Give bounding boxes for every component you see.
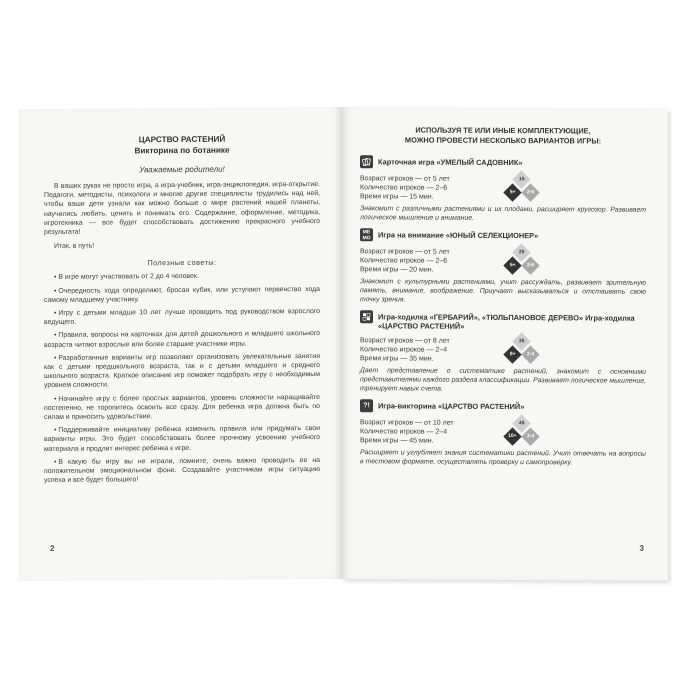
game-body xyxy=(360,245,646,276)
time-badge: 45 xyxy=(512,414,530,432)
tip-item xyxy=(44,424,320,454)
left-page xyxy=(18,107,342,581)
game-time: Время игры — 20 мин. xyxy=(360,265,434,274)
bullet-icon: • xyxy=(54,354,57,362)
bullet-icon: • xyxy=(54,427,57,435)
time-badge: 20 xyxy=(512,243,530,261)
quiz-icon: ?! xyxy=(360,399,373,412)
game-title: Игра-викторина «ЦАРСТВО РАСТЕНИЙ» xyxy=(378,401,525,412)
game-players: Количество игроков — 2–6 xyxy=(360,183,448,192)
bullet-icon: • xyxy=(54,332,57,340)
age-badge: 10+ xyxy=(503,427,521,445)
bullet-icon: • xyxy=(54,395,57,403)
game-age: Возраст игроков — от 5 лет xyxy=(360,174,450,183)
game-params xyxy=(360,336,500,364)
tip-item xyxy=(44,352,320,391)
heading-line-1: ИСПОЛЬЗУЯ ТЕ ИЛИ ИНЫЕ КОМПЛЕКТУЮЩИЕ, xyxy=(415,125,591,136)
left-page-title xyxy=(44,133,320,157)
time-badge: 15 xyxy=(512,170,530,188)
game-params xyxy=(360,418,500,446)
page-number: 2 xyxy=(50,543,55,553)
game-description: Знакомит с культурными растениями, учит рассуждать, развивает зрительную память, внимание, воображение. Приучает высказываться и отстаивать свою точку зрения. xyxy=(360,278,646,304)
tip-item xyxy=(44,271,320,282)
game-params xyxy=(360,174,500,202)
game-badges xyxy=(500,417,544,447)
title-line-1: ЦАРСТВО РАСТЕНИЙ xyxy=(138,134,226,145)
game-entry xyxy=(360,399,646,467)
tip-text: Поддерживайте инициативу ребенка изменить правила или придумать свои варианты игры. Это будет способствовать более прочному усвоению учебного материала и продлит интерес ребенка к игре. xyxy=(44,425,320,453)
page-number: 3 xyxy=(639,543,644,553)
bullet-icon: • xyxy=(54,458,57,466)
right-page xyxy=(342,107,668,581)
game-entry xyxy=(360,310,646,394)
intro-paragraph: Итак, в путь! xyxy=(54,242,95,251)
tip-item xyxy=(44,393,320,423)
tip-item xyxy=(44,307,320,327)
game-header xyxy=(360,155,646,169)
tip-item xyxy=(44,285,320,305)
intro-paragraph: В ваших руках не просто игра, а игра-учебник, игра-энциклопедия, игра-открытие. Педагоги, методисты, психологи и многие другие специалисты трудились над ней, чтобы ваши дети узнали как можно больше о мире растений нашей планеты, научились любить, ценить и понимать его. Содержание, оформление, методика, игротехника — все будет способствовать достижению прекрасного учебного результата! xyxy=(44,181,320,236)
cards-icon xyxy=(360,155,373,168)
game-time: Время игры — 35 мин. xyxy=(360,354,434,363)
tip-text: Правила, вопросы на карточках для детей дошкольного и младшего школьного возраста читают взрослые или более старшие участники игры. xyxy=(44,330,320,349)
tip-text: Разработанные варианты игр позволяют организовать увлекательные занятия как с детьми предшкольного возраста, так и с детьми младшего и среднего школьного возраста. Краткое описание игр поможет подобрать игру с необходимым уровнем сложности. xyxy=(44,352,320,390)
tip-item xyxy=(44,456,320,486)
game-players: Количество игроков — 2–4 xyxy=(360,427,448,436)
memo-icon: МЕ МО xyxy=(360,228,373,241)
game-description: Дает представление о систематике растений, знакомит с основными представителями каждого раздела классификации. Развивает логическое мышление, тренирует навык счета. xyxy=(360,367,646,393)
bullet-icon: • xyxy=(54,274,57,282)
tip-text: Начинайте игру с более простых вариантов, уровень сложности наращивайте постепенно, не торопитесь освоить все сразу. Для ребенка игра должна быть по силам и приносить удовольствие. xyxy=(44,393,320,422)
game-entry xyxy=(360,155,646,223)
game-age: Возраст игроков — от 8 лет xyxy=(360,336,450,345)
bullet-icon: • xyxy=(54,287,57,295)
title-line-2: Викторина по ботанике xyxy=(134,145,230,156)
heading-line-2: МОЖНО ПРОВЕСТИ НЕСКОЛЬКО ВАРИАНТОВ ИГРЫ: xyxy=(404,135,602,146)
tip-text: Очередность хода определяют, бросая кубик, или уступают первенство хода самому младшему участнику. xyxy=(44,285,320,304)
game-badges xyxy=(500,335,544,365)
tip-text: В какую бы игру вы не играли, помните, очень важно проводить ее на положительном эмоциональном фоне. Создавайте участникам игры ситуацию успеха и все будет большего! xyxy=(44,456,320,485)
booklet-spread xyxy=(18,108,668,580)
game-header xyxy=(360,228,646,242)
game-header xyxy=(360,310,646,331)
game-players: Количество игроков — 2–6 xyxy=(360,256,448,265)
game-time: Время игры — 15 мин. xyxy=(360,192,434,201)
game-time: Время игры — 45 мин. xyxy=(360,436,434,445)
game-age: Возраст игроков — от 5 лет xyxy=(360,247,450,256)
age-badge: 5+ xyxy=(503,183,521,201)
game-age: Возраст игроков — от 10 лет xyxy=(360,418,454,427)
game-title: Игра-ходилка «ГЕРБАРИЙ», «ТЮЛЬПАНОВОЕ ДЕРЕВО» Игра-ходилка «ЦАРСТВО РАСТЕНИЙ» xyxy=(378,312,635,331)
age-badge: 5+ xyxy=(503,256,521,274)
game-body xyxy=(360,172,646,203)
right-page-heading xyxy=(360,125,646,146)
bullet-icon: • xyxy=(54,309,57,317)
tips-heading: Полезные советы: xyxy=(147,258,217,268)
game-description: Знакомит с различными растениями и их плодами, расширяет кругозор. Развивает логическое мышление и внимание. xyxy=(360,205,646,222)
game-header xyxy=(360,399,646,413)
players-badge: 2-4 xyxy=(521,345,539,363)
game-title: Карточная игра «УМЕЛЫЙ САДОВНИК» xyxy=(378,157,523,168)
game-body xyxy=(360,334,646,365)
greeting: Уважаемые родители! xyxy=(139,164,225,175)
game-players: Количество игроков — 2–4 xyxy=(360,345,448,354)
game-params xyxy=(360,247,500,275)
players-badge: 2-6 xyxy=(521,256,539,274)
game-description: Расширяет и углубляет знания систематики растений. Учит отвечать на вопросы в тестовом формате, осуществлять проверку и самопроверку. xyxy=(360,449,646,467)
game-badges xyxy=(500,173,544,203)
age-badge: 8+ xyxy=(503,345,521,363)
game-body xyxy=(360,416,646,447)
players-badge: 2-6 xyxy=(521,183,539,201)
tip-text: Игру с детьми младше 10 лет лучше проводить под руководством взрослого ведущего. xyxy=(44,308,320,327)
players-badge: 2-4 xyxy=(521,427,539,445)
game-badges xyxy=(500,246,544,276)
tip-item xyxy=(44,329,320,349)
tip-text: В игре могут участвовать от 2 до 4 человек. xyxy=(58,273,199,282)
game-title: Игра на внимание «ЮНЫЙ СЕЛЕКЦИОНЕР» xyxy=(378,230,539,241)
time-badge: 35 xyxy=(512,332,530,350)
game-entry xyxy=(360,228,646,305)
board-game-icon xyxy=(360,310,373,323)
